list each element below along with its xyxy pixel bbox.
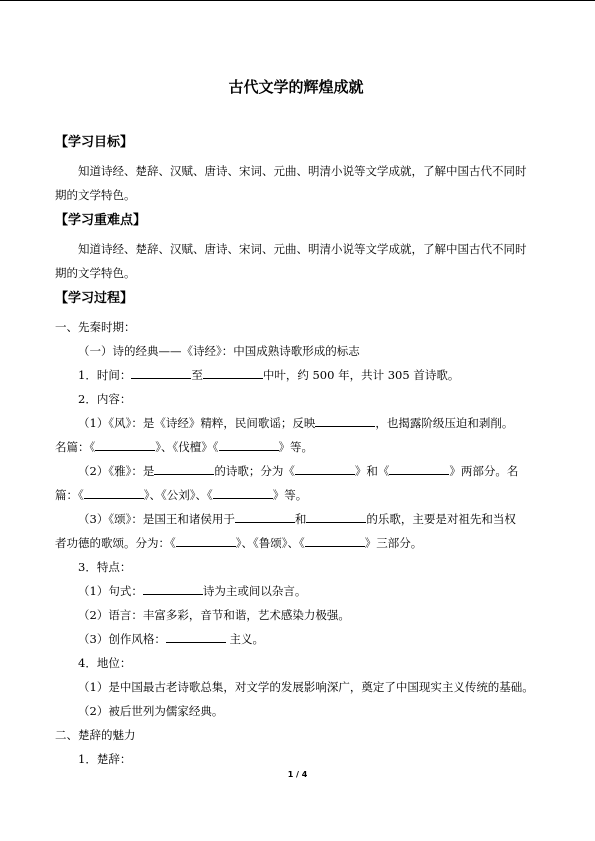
item-feng-works [55,435,537,459]
fill-blank [143,582,203,595]
fill-blank [95,438,155,451]
status-one: （1）是中国最古老诗歌总集，对文学的发展影响深广，奠定了中国现实主义传统的基础。 [78,680,534,694]
goal-text: 知道诗经、楚辞、汉赋、唐诗、宋词、元曲、明清小说等文学成就，了解中国古代不同时期的文学特色。 [55,164,527,202]
item-ya-works [55,483,537,507]
subsection-shijing: （一）诗的经典——《诗经》：中国成熟诗歌形成的标志 [78,344,360,358]
feature-style [55,627,537,651]
fill-blank [131,366,191,379]
item-feature: 3．特点： [78,560,132,574]
fill-blank [213,486,273,499]
item-content: 2．内容： [78,392,132,406]
song-text-d: 者功德的歌颂。分为：《 [55,536,176,550]
fill-blank [176,534,236,547]
document-page [55,76,537,771]
fill-blank [315,414,375,427]
time-rest: 中叶，约 500 年，共计 305 首诗歌。 [262,368,460,382]
song-text-a: （3）《颂》：是国王和诸侯用于 [78,512,235,526]
fill-blank [235,510,295,523]
ya-text-f: 》、《公刘》、《 [143,488,213,502]
feature-language: （2）语言：丰富多彩，音节和谐，艺术感染力极强。 [78,608,350,622]
item-ya [55,459,537,483]
page-number: 1 / 4 [287,770,308,779]
ya-text-d: 》两部分。名 [449,464,519,478]
key-text: 知道诗经、楚辞、汉赋、唐诗、宋词、元曲、明清小说等文学成就，了解中国古代不同时期的文学特色。 [55,242,527,280]
song-text-f: 》三部分。 [364,536,423,550]
ya-text-b: 的诗歌；分为《 [214,464,295,478]
fill-blank [154,462,214,475]
item-status: 4．地位： [78,656,132,670]
time-to: 至 [191,368,203,382]
fill-blank [305,534,365,547]
fill-blank [295,462,355,475]
fill-blank [166,630,226,643]
item-chuci: 1．楚辞： [78,752,132,766]
feng-text-e: 》等。 [278,440,313,454]
time-label: 1．时间： [78,368,132,382]
f3-text-a: （3）创作风格： [78,632,166,646]
header-rule [0,0,595,1]
section-chuci: 二、楚辞的魅力 [55,728,136,742]
fill-blank [84,486,144,499]
process-heading: 【学习过程】 [55,291,134,306]
fill-blank [203,366,263,379]
ya-text-g: 》等。 [272,488,308,502]
status-two: （2）被后世列为儒家经典。 [78,704,224,718]
fill-blank [219,438,279,451]
feng-text-b: ，也揭露阶级压迫和剥削。 [375,416,514,430]
ya-text-a: （2）《雅》：是 [78,464,155,478]
song-text-e: 》、《鲁颂》、《 [235,536,305,550]
item-time [55,363,537,387]
feng-text-c: 名篇：《 [55,440,96,454]
item-feng [55,411,537,435]
feng-text-d: 》、《伐檀》《 [155,440,219,454]
ya-text-c: 》和《 [354,464,390,478]
feng-text-a: （1）《风》：是《诗经》精粹，民间歌谣；反映 [78,416,316,430]
ya-text-e: 篇：《 [55,488,84,502]
song-text-b: 和 [294,512,307,526]
f3-text-b: 主义。 [225,632,264,646]
song-text-c: 的乐歌，主要是对祖先和当权 [366,512,516,526]
page-title: 古代文学的辉煌成就 [228,78,364,96]
f1-text-b: 诗为主或间以杂言。 [202,584,307,598]
item-song [55,507,537,531]
section-pre-qin: 一、先秦时期： [55,320,136,334]
fill-blank [389,462,449,475]
key-heading: 【学习重难点】 [55,213,147,228]
fill-blank [306,510,366,523]
goal-heading: 【学习目标】 [55,135,134,150]
item-song-works [55,531,537,555]
feature-form [55,579,537,603]
f1-text-a: （1）句式： [78,584,143,598]
